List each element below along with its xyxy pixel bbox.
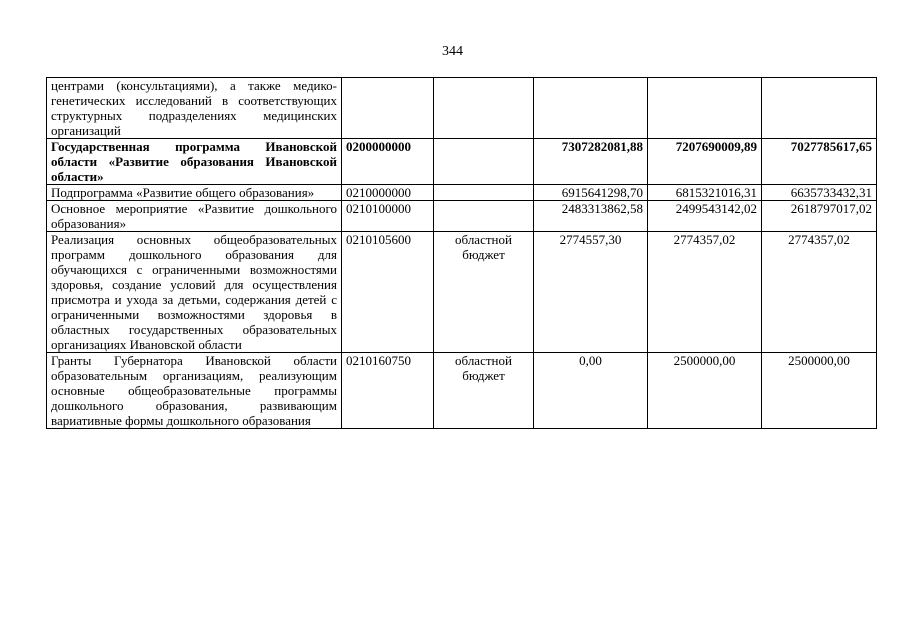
row-year1: 0,00 [534,353,648,429]
row-year2: 6815321016,31 [648,185,762,201]
page-number: 344 [442,44,463,59]
row-description: Основное мероприятие «Развитие дошкольного образования» [47,201,342,232]
table-row [47,232,877,353]
row-year2: 7207690009,89 [648,139,762,185]
row-code: 0210100000 [342,201,434,232]
table-row [47,139,877,185]
row-year2: 2774357,02 [648,232,762,353]
row-year3: 2500000,00 [762,353,877,429]
row-description: центрами (консультациями), а также медико-генетических исследований в соответствующих структурных подразделениях медицинских организаций [47,78,342,139]
row-source [434,185,534,201]
row-description: Государственная программа Ивановской области «Развитие образования Ивановской области» [47,139,342,185]
row-source: областной бюджет [434,232,534,353]
row-year3: 2618797017,02 [762,201,877,232]
row-year1: 2483313862,58 [534,201,648,232]
row-code [342,78,434,139]
row-year2 [648,78,762,139]
row-year1: 6915641298,70 [534,185,648,201]
row-code: 0210000000 [342,185,434,201]
row-source: областной бюджет [434,353,534,429]
row-year3: 2774357,02 [762,232,877,353]
table-row [47,185,877,201]
row-year2: 2499543142,02 [648,201,762,232]
row-source [434,201,534,232]
row-year3 [762,78,877,139]
table-row [47,78,877,139]
row-source [434,78,534,139]
row-code: 0210160750 [342,353,434,429]
row-code: 0200000000 [342,139,434,185]
table-row [47,353,877,429]
row-year1 [534,78,648,139]
row-code: 0210105600 [342,232,434,353]
table-row [47,201,877,232]
row-description: Реализация основных общеобразовательных программ дошкольного образования для обучающихся с ограниченными возможностями здоровья, создание условий для осуществления присмотра и ухода за детьми, содержания детей с ограниченными возможностями здоровья в областных государственных образовательных организациях Ивановской области [47,232,342,353]
row-source [434,139,534,185]
row-year3: 7027785617,65 [762,139,877,185]
row-year1: 7307282081,88 [534,139,648,185]
row-description: Гранты Губернатора Ивановской области образовательным организациям, реализующим основные общеобразовательные программы дошкольного образования, развивающим вариативные формы дошкольного образования [47,353,342,429]
row-description: Подпрограмма «Развитие общего образования» [47,185,342,201]
budget-table [46,77,877,429]
row-year1: 2774557,30 [534,232,648,353]
row-year3: 6635733432,31 [762,185,877,201]
row-year2: 2500000,00 [648,353,762,429]
